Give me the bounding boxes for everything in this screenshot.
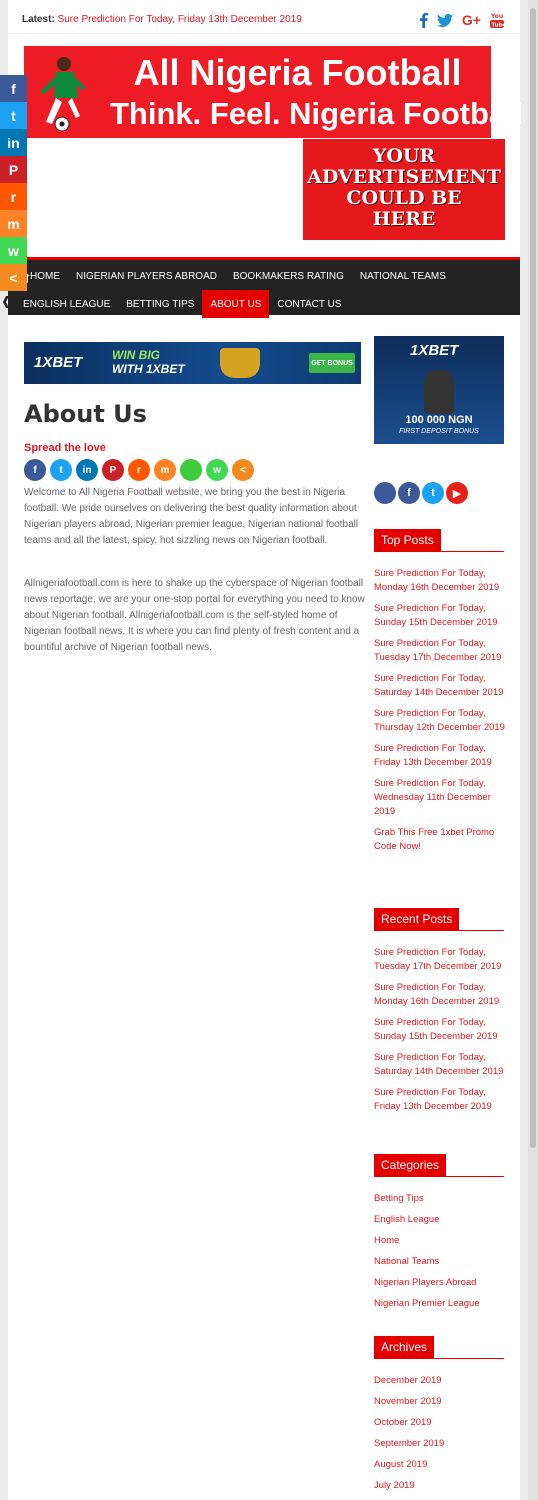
archive-link[interactable]: October 2019 — [374, 1417, 432, 1428]
top-post-link[interactable]: Sure Prediction For Today, Tuesday 17th December 2019 — [374, 638, 502, 663]
nav-english-league[interactable]: ENGLISH LEAGUE — [23, 298, 111, 310]
follow-icons — [374, 482, 468, 504]
main-navigation — [8, 257, 520, 315]
recent-posts-list — [374, 946, 514, 1121]
advertise-here-banner[interactable] — [303, 139, 505, 240]
svg-text:Tube: Tube — [491, 22, 507, 29]
site-tagline: Think. Feel. Nigeria Football — [110, 96, 524, 131]
recent-post-link[interactable]: Sure Prediction For Today, Monday 16th December 2019 — [374, 982, 500, 1007]
site-banner[interactable] — [24, 46, 524, 138]
line-share-icon[interactable] — [180, 459, 202, 481]
pinterest-icon[interactable]: P — [0, 156, 27, 183]
twitter-share-icon[interactable]: t — [50, 459, 72, 481]
archives-list — [374, 1374, 514, 1500]
ad-logo: 1XBET — [34, 354, 83, 371]
category-link[interactable]: English League — [374, 1214, 440, 1225]
ad-subtitle: FIRST DEPOSIT BONUS — [399, 428, 479, 435]
widget-title: Recent Posts — [374, 908, 459, 931]
widget-title: Archives — [374, 1336, 434, 1359]
nav-label: HOME — [30, 270, 60, 282]
svg-text:You: You — [491, 13, 504, 20]
archive-link[interactable]: August 2019 — [374, 1459, 428, 1470]
reddit-share-icon[interactable]: r — [128, 459, 150, 481]
top-bar — [8, 8, 520, 34]
category-link[interactable]: Nigerian Premier League — [374, 1298, 480, 1309]
ad-logo: 1XBET — [410, 342, 459, 359]
widget-title: Top Posts — [374, 529, 441, 552]
ad-slogan-line: WITH 1XBET — [112, 362, 185, 376]
facebook-icon[interactable]: f — [0, 75, 27, 102]
nav-about-us[interactable]: ABOUT US — [202, 290, 269, 318]
spread-the-love: Spread the love — [24, 442, 106, 454]
facebook-share-icon[interactable]: f — [24, 459, 46, 481]
page — [8, 0, 524, 1500]
social-links — [419, 10, 507, 30]
nav-row — [8, 262, 454, 290]
get-bonus-button[interactable]: GET BONUS — [309, 353, 355, 373]
ad-slogan-line: WIN BIG — [112, 348, 160, 362]
ad-line: YOUR — [372, 145, 436, 167]
twitter-icon[interactable]: t — [0, 102, 27, 129]
categories-list — [374, 1192, 514, 1318]
latest-news-link[interactable]: Sure Prediction For Today, Friday 13th December 2019 — [57, 14, 302, 25]
top-post-link[interactable]: Sure Prediction For Today, Friday 13th December 2019 — [374, 743, 492, 768]
nav-betting-tips[interactable]: BETTING TIPS — [126, 298, 195, 310]
recent-post-link[interactable]: Sure Prediction For Today, Friday 13th December 2019 — [374, 1087, 492, 1112]
ad-amount: 100 000 NGN — [405, 414, 473, 426]
page-scrollbar[interactable] — [528, 0, 538, 1500]
linkedin-icon[interactable]: in — [0, 129, 27, 156]
widget-title: Categories — [374, 1154, 446, 1177]
nav-row — [8, 290, 349, 318]
about-paragraph: Welcome to All Nigeria Football website, we bring you the best in Nigeria football. We pride ourselves on delivering the best quality information about Nigerian players abroad, Nigerian premier league, Nigerian national football teams and all the latest, spicy, hot sizzling news on Nigerian football. — [24, 487, 359, 546]
mix-icon[interactable]: m — [0, 210, 27, 237]
top-posts-list — [374, 567, 514, 861]
hide-share-bar-icon[interactable]: ❰ — [1, 294, 12, 308]
mix-share-icon[interactable]: m — [154, 459, 176, 481]
ad-line: HERE — [372, 208, 436, 230]
recent-posts-heading — [374, 908, 504, 931]
archive-link[interactable]: November 2019 — [374, 1396, 442, 1407]
whatsapp-icon[interactable]: w — [0, 237, 27, 264]
nav-nigerian-players-abroad[interactable]: NIGERIAN PLAYERS ABROAD — [76, 270, 217, 282]
more-share-icon[interactable]: < — [0, 264, 27, 291]
category-link[interactable]: Nigerian Players Abroad — [374, 1277, 477, 1288]
top-post-link[interactable]: Grab This Free 1xbet Promo Code Now! — [374, 827, 495, 852]
more-share-icon[interactable]: < — [232, 459, 254, 481]
youtube-follow-icon[interactable]: ▶ — [446, 482, 468, 504]
recent-post-link[interactable]: Sure Prediction For Today, Sunday 15th December 2019 — [374, 1017, 498, 1042]
1xbet-banner-ad[interactable] — [24, 342, 361, 384]
googleplus-icon[interactable]: G+ — [461, 12, 481, 28]
about-paragraph: Allnigeriafootball.com is here to shake up the cyberspace of Nigerian football news reportage, we are your one-stop portal for everything you need to know about Nigerian football. Allnigeriafootball.com is the self-styled home of Nigerian football news. It is where you can find plenty of fresh content and a bountiful archive of Nigerian football news. — [24, 578, 365, 653]
top-post-link[interactable]: Sure Prediction For Today, Thursday 12th December 2019 — [374, 708, 505, 733]
facebook-follow-icon[interactable]: f — [398, 482, 420, 504]
share-buttons — [24, 459, 254, 481]
ad-person-image — [424, 370, 454, 414]
top-post-link[interactable]: Sure Prediction For Today, Saturday 14th December 2019 — [374, 673, 504, 698]
recent-post-link[interactable]: Sure Prediction For Today, Saturday 14th December 2019 — [374, 1052, 504, 1077]
ad-slogan — [112, 348, 185, 376]
whatsapp-share-icon[interactable]: w — [206, 459, 228, 481]
category-link[interactable]: Home — [374, 1235, 400, 1246]
archives-heading — [374, 1336, 504, 1359]
top-post-link[interactable]: Sure Prediction For Today, Wednesday 11th December 2019 — [374, 778, 491, 817]
twitter-follow-icon[interactable]: t — [422, 482, 444, 504]
latest-news — [22, 14, 302, 25]
archive-link[interactable]: July 2019 — [374, 1480, 415, 1491]
linkedin-share-icon[interactable]: in — [76, 459, 98, 481]
top-post-link[interactable]: Sure Prediction For Today, Monday 16th December 2019 — [374, 568, 500, 593]
reddit-icon[interactable]: r — [0, 183, 27, 210]
page-title: About Us — [24, 400, 147, 428]
nav-contact-us[interactable]: CONTACT US — [277, 298, 342, 310]
top-posts-heading — [374, 529, 504, 552]
categories-heading — [374, 1154, 504, 1177]
nav-bookmakers-rating[interactable]: BOOKMAKERS RATING — [232, 270, 344, 282]
top-post-link[interactable]: Sure Prediction For Today, Sunday 15th December 2019 — [374, 603, 498, 628]
category-link[interactable]: Betting Tips — [374, 1193, 424, 1204]
ad-line: COULD BE — [346, 187, 462, 209]
category-link[interactable]: National Teams — [374, 1256, 440, 1267]
archive-link[interactable]: September 2019 — [374, 1438, 445, 1449]
ad-line: ADVERTISEMENT — [307, 166, 501, 188]
scrollbar-thumb[interactable] — [530, 8, 536, 1148]
site-name: All Nigeria Football — [133, 52, 462, 93]
1xbet-sidebar-ad[interactable] — [374, 336, 504, 444]
pinterest-share-icon[interactable]: P — [102, 459, 124, 481]
facebook-icon[interactable] — [419, 10, 428, 30]
blank-follow-icon[interactable] — [374, 482, 396, 504]
nav-national-teams[interactable]: NATIONAL TEAMS — [359, 270, 446, 282]
twitter-icon[interactable] — [437, 10, 453, 30]
trophy-icon — [220, 348, 260, 378]
recent-post-link[interactable]: Sure Prediction For Today, Tuesday 17th December 2019 — [374, 947, 502, 972]
latest-label: Latest: — [22, 14, 55, 25]
floating-share-bar — [0, 75, 27, 291]
football-player-icon — [30, 52, 92, 134]
archive-link[interactable]: December 2019 — [374, 1375, 442, 1386]
youtube-icon[interactable] — [490, 10, 507, 30]
